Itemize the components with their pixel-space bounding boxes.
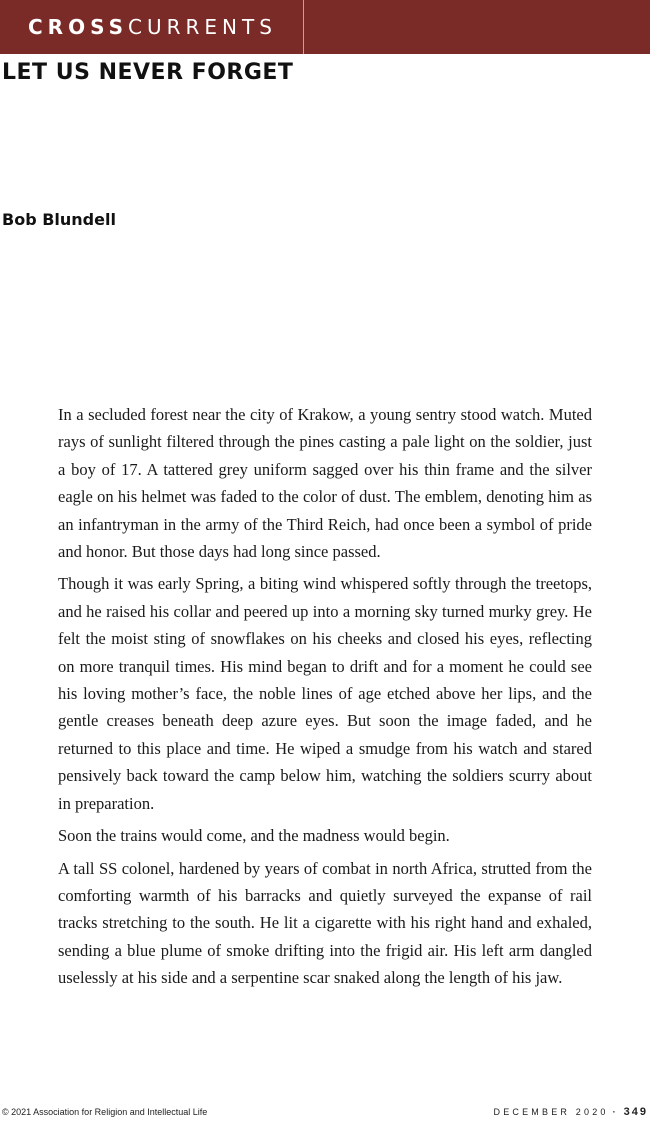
article-title: LET US NEVER FORGET bbox=[2, 60, 294, 85]
journal-name-light: CURRENTS bbox=[128, 15, 277, 39]
journal-name bbox=[28, 15, 277, 39]
page-number: 349 bbox=[623, 1106, 648, 1118]
body-paragraph: Soon the trains would come, and the madness would begin. bbox=[58, 826, 450, 846]
footer-issue-info bbox=[494, 1106, 649, 1118]
journal-name-bold: CROSS bbox=[28, 15, 128, 39]
journal-header-bar bbox=[0, 0, 650, 54]
header-divider bbox=[303, 0, 304, 54]
footer-separator: · bbox=[612, 1107, 616, 1117]
article-body bbox=[58, 401, 592, 997]
body-paragraph: In a secluded forest near the city of Krakow, a young sentry stood watch. Muted rays of sunlight filtered through the pines casting a pale light on the soldier, just a boy of 17. A tattered grey uniform sagged over his thin frame and the silver eagle on his helmet was faded to the color of dust. The emblem, denoting him as an infantryman in the army of the Third Reich, had once been a symbol of pride and honor. But those days had long since passed. bbox=[58, 405, 592, 562]
article-author: Bob Blundell bbox=[2, 210, 116, 229]
footer-date: DECEMBER 2020 bbox=[493, 1107, 609, 1117]
body-paragraph: A tall SS colonel, hardened by years of combat in north Africa, strutted from the comforting warmth of his barracks and quietly surveyed the expanse of rail tracks stretching to the south. He lit a cigarette with his right hand and exhaled, sending a blue plume of smoke drifting into the frigid air. His left arm dangled uselessly at his side and a serpentine scar snaked along the length of his jaw. bbox=[58, 858, 592, 988]
footer-copyright: © 2021 Association for Religion and Intellectual Life bbox=[2, 1107, 208, 1117]
body-paragraph: Though it was early Spring, a biting wind whispered softly through the treetops, and he raised his collar and peered up into a morning sky turned murky grey. He felt the moist sting of snowflakes on his cheeks and closed his eyes, reflecting on more tranquil times. His mind began to drift and for a moment he could see his loving mother’s face, the noble lines of age etched above her lips, and the gentle creases beneath deep azure eyes. But soon the image faded, and he returned to this place and time. He wiped a smudge from his watch and stared pensively back toward the camp below him, watching the soldiers scurry about in preparation. bbox=[58, 574, 592, 813]
